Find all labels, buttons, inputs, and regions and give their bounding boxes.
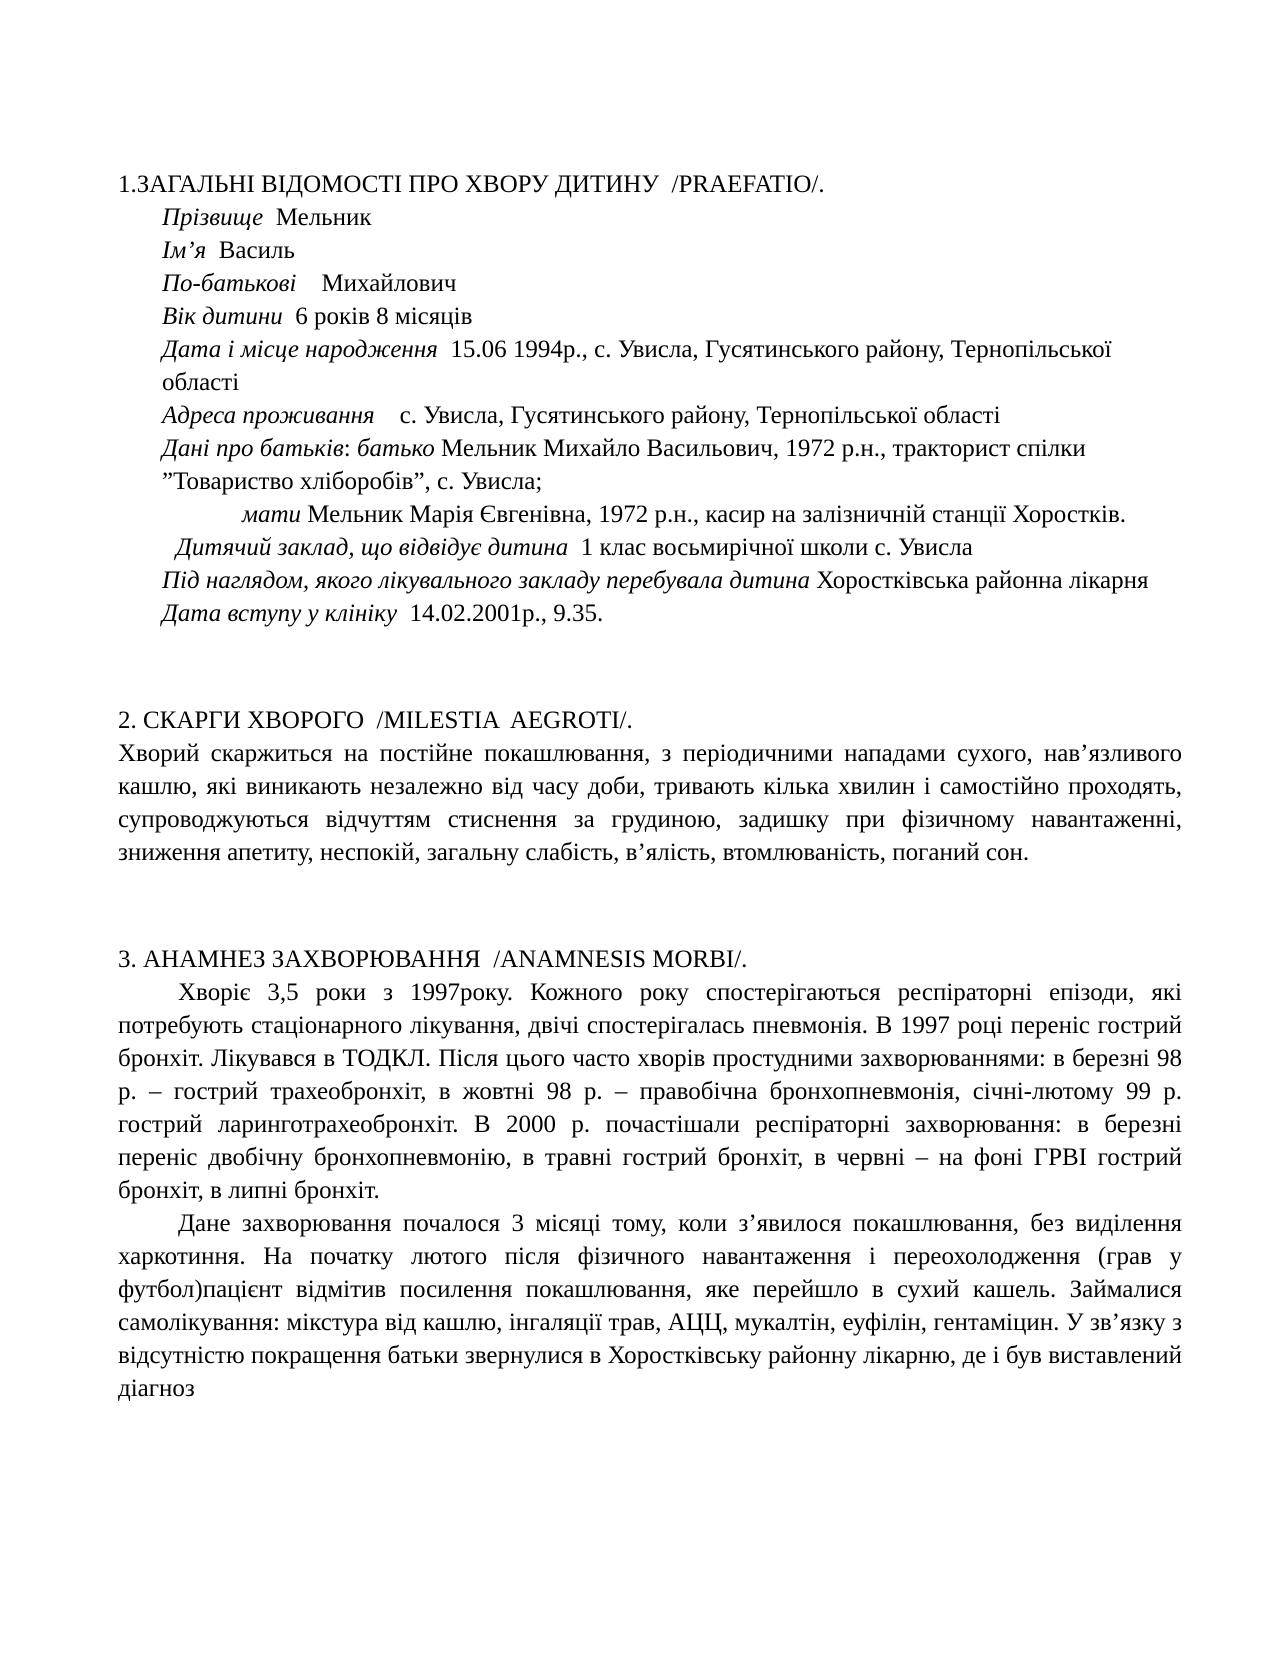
patronymic-field (162, 267, 1182, 300)
name-value: Василь (218, 237, 295, 264)
birth-value: 15.06 1994р., с. Увисла, Гусятинського району, Тернопільської області (162, 336, 1112, 396)
anamnesis-paragraph-1: Хворіє 3,5 роки з 1997року. Кожного року спостерігаються респіраторні епізоди, які потребують стаціонарного лікування, двічі спостерігалась пневмонія. В 1997 році переніс гострий бронхіт. Лікувався в ТОДКЛ. Після цього часто хворів простудними захворюваннями: в березні 98 р. – гострий трахеобронхіт, в жовтні 98 р. – правобічна бронхопневмонія, січні-лютому 99 р. гострий ларинготрахеобронхіт. В 2000 р. почастішали респіраторні захворювання: в березні переніс двобічну бронхопневмонію, в травні гострий бронхіт, в червні – на фоні ГРВІ гострий бронхіт, в липні бронхіт. (118, 979, 1182, 1204)
age-label: Вік дитини (162, 303, 283, 330)
admission-value: 14.02.2001р., 9.35. (409, 600, 604, 627)
school-value: 1 клас восьмирічної школи с. Увисла (580, 534, 973, 561)
surname-field (162, 201, 1182, 234)
address-field (162, 399, 1182, 432)
address-value: с. Увисла, Гусятинського району, Тернопільської області (399, 402, 1001, 429)
patronymic-label: По-батькові (162, 270, 297, 297)
section-spacer (118, 630, 1182, 704)
patronymic-value: Михайлович (321, 270, 457, 297)
mother-line (162, 498, 1182, 531)
section3-heading: 3. АНАМНЕЗ ЗАХВОРЮВАННЯ /ANAMNESIS MORBI/. (118, 946, 748, 973)
document-page (118, 168, 1182, 1405)
complaints-paragraph: Хворий скаржиться на постійне покашлювання, з періодичними нападами сухого, нав’язливого кашлю, які виникають незалежно від часу доби, тривають кілька хвилин і самостійно проходять, супроводжуються відчуттям стиснення за грудиною, задишку при фізичному навантаженні, зниження апетиту, неспокій, загальну слабість, в’ялість, втомлюваність, поганий сон. (118, 740, 1182, 866)
supervision-label: Під наглядом, якого лікувального закладу перебувала дитина (162, 567, 811, 594)
name-label: Ім’я (162, 237, 207, 264)
father-value: Мельник Михайло Васильович, 1972 р.н., тракторист спілки ”Товариство хліборобів”, с. Увисла; (162, 435, 1086, 495)
admission-label: Дата вступу у клініку (162, 600, 398, 627)
section2-heading: 2. СКАРГИ ХВОРОГО /MILESTIA AEGROTI/. (118, 707, 633, 734)
anamnesis-paragraph-2: Дане захворювання почалося 3 місяці тому, коли з’явилося покашлювання, без виділення харкотиння. На початку лютого після фізичного навантаження і переохолодження (грав у футбол)пацієнт відмітив посилення покашлювання, яке перейшло в сухий кашель. Займалися самолікування: мікстура від кашлю, інгаляції трав, АЦЦ, мукалтін, еуфілін, гентаміцин. У зв’язку з відсутністю покращення батьки звернулися в Хоростківську районну лікарню, де і був виставлений діагноз (118, 1210, 1182, 1402)
section-spacer (118, 869, 1182, 943)
address-label: Адреса проживання (162, 402, 375, 429)
surname-value: Мельник (275, 204, 372, 231)
mother-value: Мельник Марія Євгенівна, 1972 р.н., касир на залізничній станції Хоростків. (307, 501, 1127, 528)
section1-heading: 1.ЗАГАЛЬНІ ВІДОМОСТІ ПРО ХВОРУ ДИТИНУ /PRAEFATIO/. (118, 171, 825, 198)
age-value: 6 років 8 місяців (295, 303, 473, 330)
admission-field (162, 597, 1182, 630)
name-field (162, 234, 1182, 267)
supervision-field (162, 564, 1182, 597)
school-label: Дитячий заклад, що відвідує дитина (176, 534, 569, 561)
school-field (176, 531, 1182, 564)
surname-label: Прізвище (162, 204, 264, 231)
birth-label: Дата і місце народження (162, 336, 438, 363)
age-field (162, 300, 1182, 333)
father-line: Дані про батьків: батько Мельник Михайло Васильович, 1972 р.н., тракторист спілки ”Товариство хліборобів”, с. Увисла; (162, 435, 1086, 495)
mother-label: мати (242, 501, 302, 528)
birth-field (162, 333, 1182, 399)
parents-label: Дані про батьків (162, 435, 344, 462)
father-label: батько (356, 435, 435, 462)
supervision-value: Хоростківська районна лікарня (816, 567, 1149, 594)
